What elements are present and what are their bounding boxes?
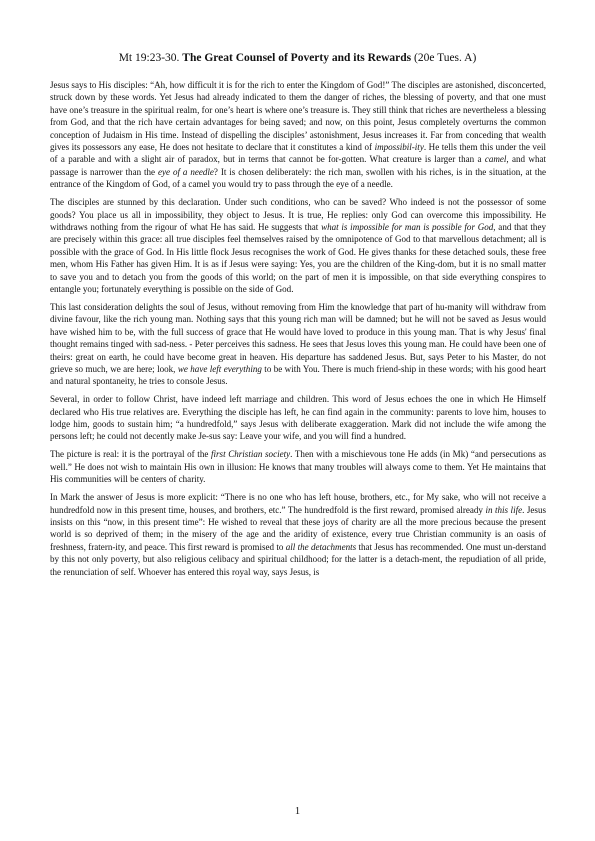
- title-suffix: (20e Tues. A): [413, 52, 477, 64]
- page-number: 1: [294, 806, 301, 817]
- body-text: [50, 79, 546, 583]
- text-run: This last consideration delights the soul of Jesus, without removing from Him the knowledge that part of hu-manity will withdraw from divine favour, like the rich young man. Nothing says that this young rich man will be damned; but he will not be saved as Jesus would have wished him to be, with the full success of grace that He would have loved to produce in this young man. That is why Jesus' final thought remains tinged with sad-ness. - Peter perceives this sadness. He sees that Jesus loves this young man. He could have been one of theirs: great on earth, he could have become great in heaven. His departure has saddened Jesus. But, says Peter to his Master, do not grieve so much, we are here; look,: [50, 301, 546, 374]
- paragraph: [50, 79, 546, 191]
- title-reference: Mt 19:23-30.: [118, 52, 180, 64]
- text-run: , and what passage is narrower than the: [50, 154, 546, 177]
- text-run: In Mark the answer of Jesus is more explicit: “There is no one who has left house, brothers, etc., for My sake, who will not receive a hundredfold now in this present time, houses, and brothers, etc.” The hundredfold is the first reward, promised already: [50, 492, 546, 515]
- title-main: The Great Counsel of Poverty and its Rewards: [182, 52, 412, 64]
- text-run: Jesus says to His disciples: “Ah, how difficult it is for the rich to enter the Kingdom of God!” The disciples are astonished, disconcerted, struck down by these words. Yet Jesus had already indicated to them the danger of riches, the blessing of poverty, and that one must have one’s treasure in the spiritual realm, for one’s heart is where one’s treasure is. They still think that riches are nevertheless a blessing from God, and that the rich have certain advantages for being saved; and now, on this point, Jesus completely overturns the common conception of Judaism in His time. Instead of dispelling the disciples’ astonishment, Jesus increases it. Far from conceding that wealth gives its possessors any ease, He does not hesitate to declare that it constitutes a kind of: [50, 80, 546, 153]
- emphasis-text: all the detachments: [285, 541, 357, 552]
- text-run: , and that they are precisely within this grace: all true disciples feel themselves raised by the omnipotence of God to that marvellous detachment; all is possible with the grace of God. In His little flock Jesus recognises the work of God. He gives thanks for these detached souls, these free men, whom His Father has given Him. It is as if Jesus were saying: Yes, you are the children of the King-dom, but it is no small matter to save you and to detach you from the goods of this world; on the part of men it is impossible, on that side everything conspires to entangle you; fortunately everything is possible on the side of God.: [50, 221, 546, 294]
- page-title: [0, 52, 595, 64]
- text-run: . Jesus insists on this “now, in this present time”: He wished to reveal that these joys of charity are all the more precious because the present world is so deprived of them; in the misery of the age and the aridity of existence, every true Christian community is an oasis of freshness, fratern-ity, and peace. This first reward is promised to: [50, 504, 546, 552]
- paragraph: [50, 393, 546, 443]
- text-run: . Then with a mischievous tone He adds (in Mk) “and persecutions as well.” He does not wish to maintain His own in illusion: He knows that many troubles will always come to them. Yet He maintains that His communities will be centers of charity.: [50, 449, 546, 485]
- emphasis-text: what is impossible for man is possible for God: [321, 221, 494, 232]
- emphasis-text: eye of a needle: [157, 166, 214, 177]
- text-run: ? It is chosen deliberately: the rich man, swollen with his riches, is in the situation, at the entrance of the Kingdom of God, of a camel you would try to pass through the eye of a needle.: [50, 166, 546, 190]
- emphasis-text: in this life: [485, 504, 523, 515]
- emphasis-text: impossibil-ity: [374, 142, 424, 153]
- text-run: Several, in order to follow Christ, have indeed left marriage and children. This word of Jesus echoes the one in which He Himself declared who His true relatives are. Everything the disciple has left, he can find again in the community: parents to love him, houses to lodge him, goods to sustain him; “a hundredfold,” says Jesus with deliberate exaggeration. Mark did not include the wife among the persons left; he could not decently make Je-sus say: Leave your wife, and you will find a hundred.: [50, 394, 546, 442]
- paragraph: [50, 196, 546, 295]
- emphasis-text: we have left everything: [177, 363, 262, 374]
- emphasis-text: first Christian society: [211, 449, 291, 460]
- text-run: that Jesus has recommended. One must un-derstand by this not only poverty, but also religious celibacy and spiritual childhood; for the latter is a detach-ment, the repudiation of all pride, the renunciation of self. Whoever has entered this royal way, says Jesus, is: [50, 541, 546, 577]
- text-run: . He tells them this under the veil of a parable and with a slight air of paradox, but in terms that cannot be for-gotten. What creature is larger than a: [50, 142, 546, 165]
- text-run: to be with You. There is much friend-ship in these words; with his good heart and natural spontaneity, he tries to console Jesus.: [50, 363, 546, 387]
- emphasis-text: camel: [484, 154, 507, 165]
- paragraph: [50, 448, 546, 485]
- text-run: The picture is real: it is the portrayal of the: [50, 449, 211, 460]
- paragraph: [50, 301, 546, 388]
- paragraph: [50, 491, 546, 578]
- text-run: The disciples are stunned by this declaration. Under such conditions, who can be saved? Who indeed is not the possessor of some goods? You place us all in impossibility, they object to Jesus. It is true, He replies: only God can overcome this impossibility. He withdraws nothing from the rigour of what He has said. He suggests that: [50, 197, 546, 232]
